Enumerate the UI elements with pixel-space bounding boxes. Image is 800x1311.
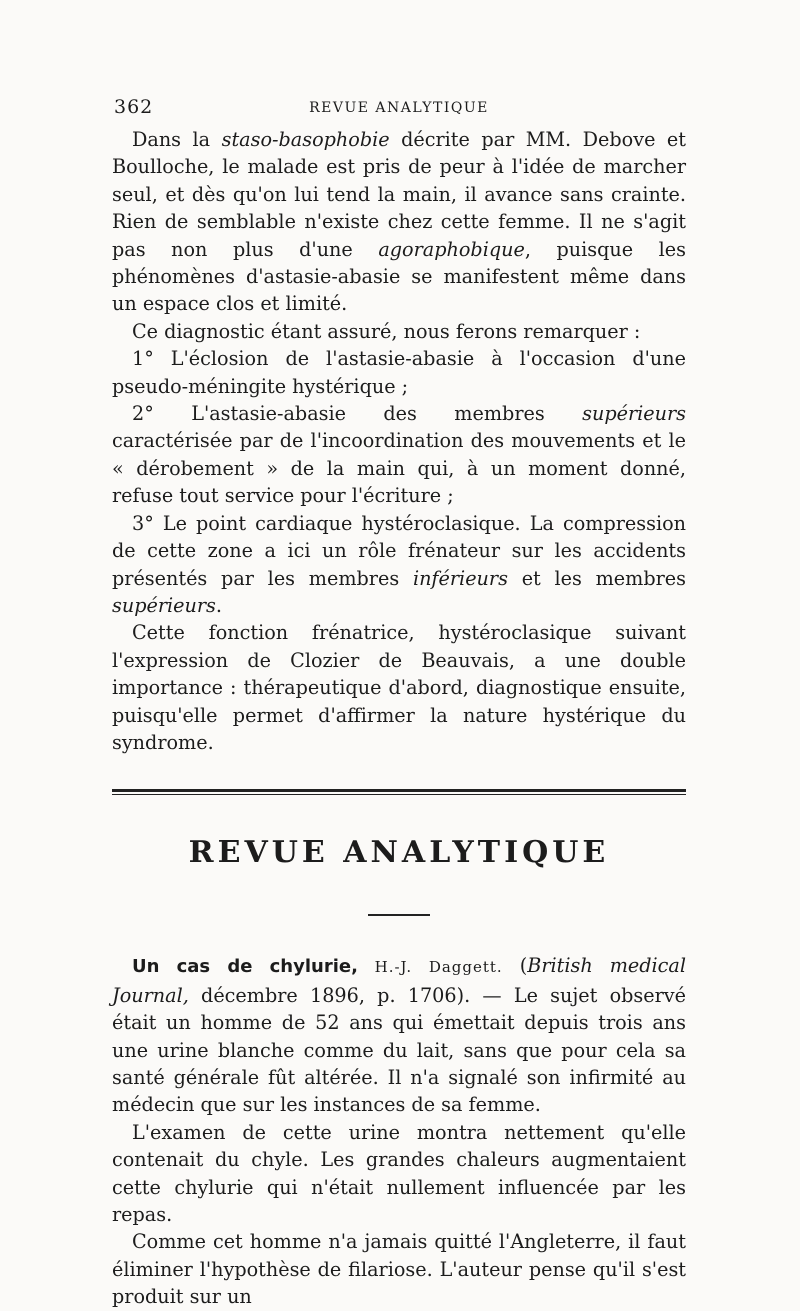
running-head	[112, 96, 686, 126]
body-paragraph	[112, 510, 686, 620]
text-run: 2° L'astasie-abasie des membres	[132, 402, 583, 426]
text-run: 3° Le point cardiaque hystéroclasique. La compression de cette zone a ici un rôle frénateur sur les accidents présentés par les membres	[112, 511, 686, 590]
review-paragraph	[112, 952, 686, 1118]
italic-term: staso-basophobie	[221, 128, 390, 151]
title-rule	[368, 914, 430, 916]
section-separator	[112, 789, 686, 795]
text-run: .	[215, 593, 222, 617]
text-run: caractérisée par de l'incoordination des mouvements et le « dérobement » de la main qui, à un moment donné, refuse tout service pour l'écriture ;	[112, 429, 686, 508]
italic-term: supérieurs	[582, 402, 686, 426]
italic-term: inférieurs	[412, 566, 508, 590]
review-lead: Un cas de chylurie,	[132, 956, 358, 978]
review-source: British medical Journal,	[112, 954, 687, 1007]
body-paragraph	[112, 400, 686, 510]
body-paragraph: 1° L'éclosion de l'astasie-abasie à l'occasion d'une pseudo-méningite hystérique ;	[112, 347, 686, 398]
text-run: , puisque les phénomènes d'astasie-abasie se manifestent même dans un espace clos et limité.	[112, 237, 686, 316]
running-title: REVUE ANALYTIQUE	[309, 100, 489, 116]
page-number: 362	[114, 96, 154, 118]
text-run: (	[502, 954, 528, 978]
text-run: Dans la	[132, 128, 222, 151]
body-paragraph: L'examen de cette urine montra nettement qu'elle contenait du chyle. Les grandes chaleurs augmentaient cette chylurie qui n'était nullement influencée par les repas.	[112, 1120, 686, 1226]
body-paragraph: Ce diagnostic étant assuré, nous ferons remarquer :	[132, 319, 641, 343]
italic-term: supérieurs	[112, 593, 216, 617]
review-author: H.-J. Daggett.	[357, 958, 503, 977]
body-paragraph: Cette fonction frénatrice, hystéroclasique suivant l'expression de Clozier de Beauvais, a une double importance : thérapeutique d'abord, diagnostique ensuite, puisqu'elle permet d'affirmer la nature hystérique du syndrome.	[112, 621, 686, 754]
text-run: décembre 1896, p. 1706). — Le sujet observé était un homme de 52 ans qui émettait depuis trois ans une urine blanche comme du lait, sans que pour cela sa santé générale fût altérée. Il n'a signalé son infirmité au médecin que sur les instances de sa femme.	[112, 983, 686, 1117]
section-title: REVUE ANALYTIQUE	[188, 835, 610, 871]
body-paragraph: Comme cet homme n'a jamais quitté l'Angleterre, il faut éliminer l'hypothèse de filariose. L'auteur pense qu'il s'est produit sur un	[112, 1230, 686, 1309]
text-run: et les membres	[507, 566, 687, 590]
body-paragraph	[112, 126, 686, 318]
italic-term: agoraphobique	[378, 237, 525, 261]
text-run: décrite par MM. Debove et Boulloche, le malade est pris de peur à l'idée de marcher seul, et dès qu'on lui tend la main, il avance sans crainte. Rien de semblable n'existe chez cette femme. Il ne s'agit pas non plus d'une	[112, 128, 686, 261]
book-page	[112, 96, 686, 1311]
